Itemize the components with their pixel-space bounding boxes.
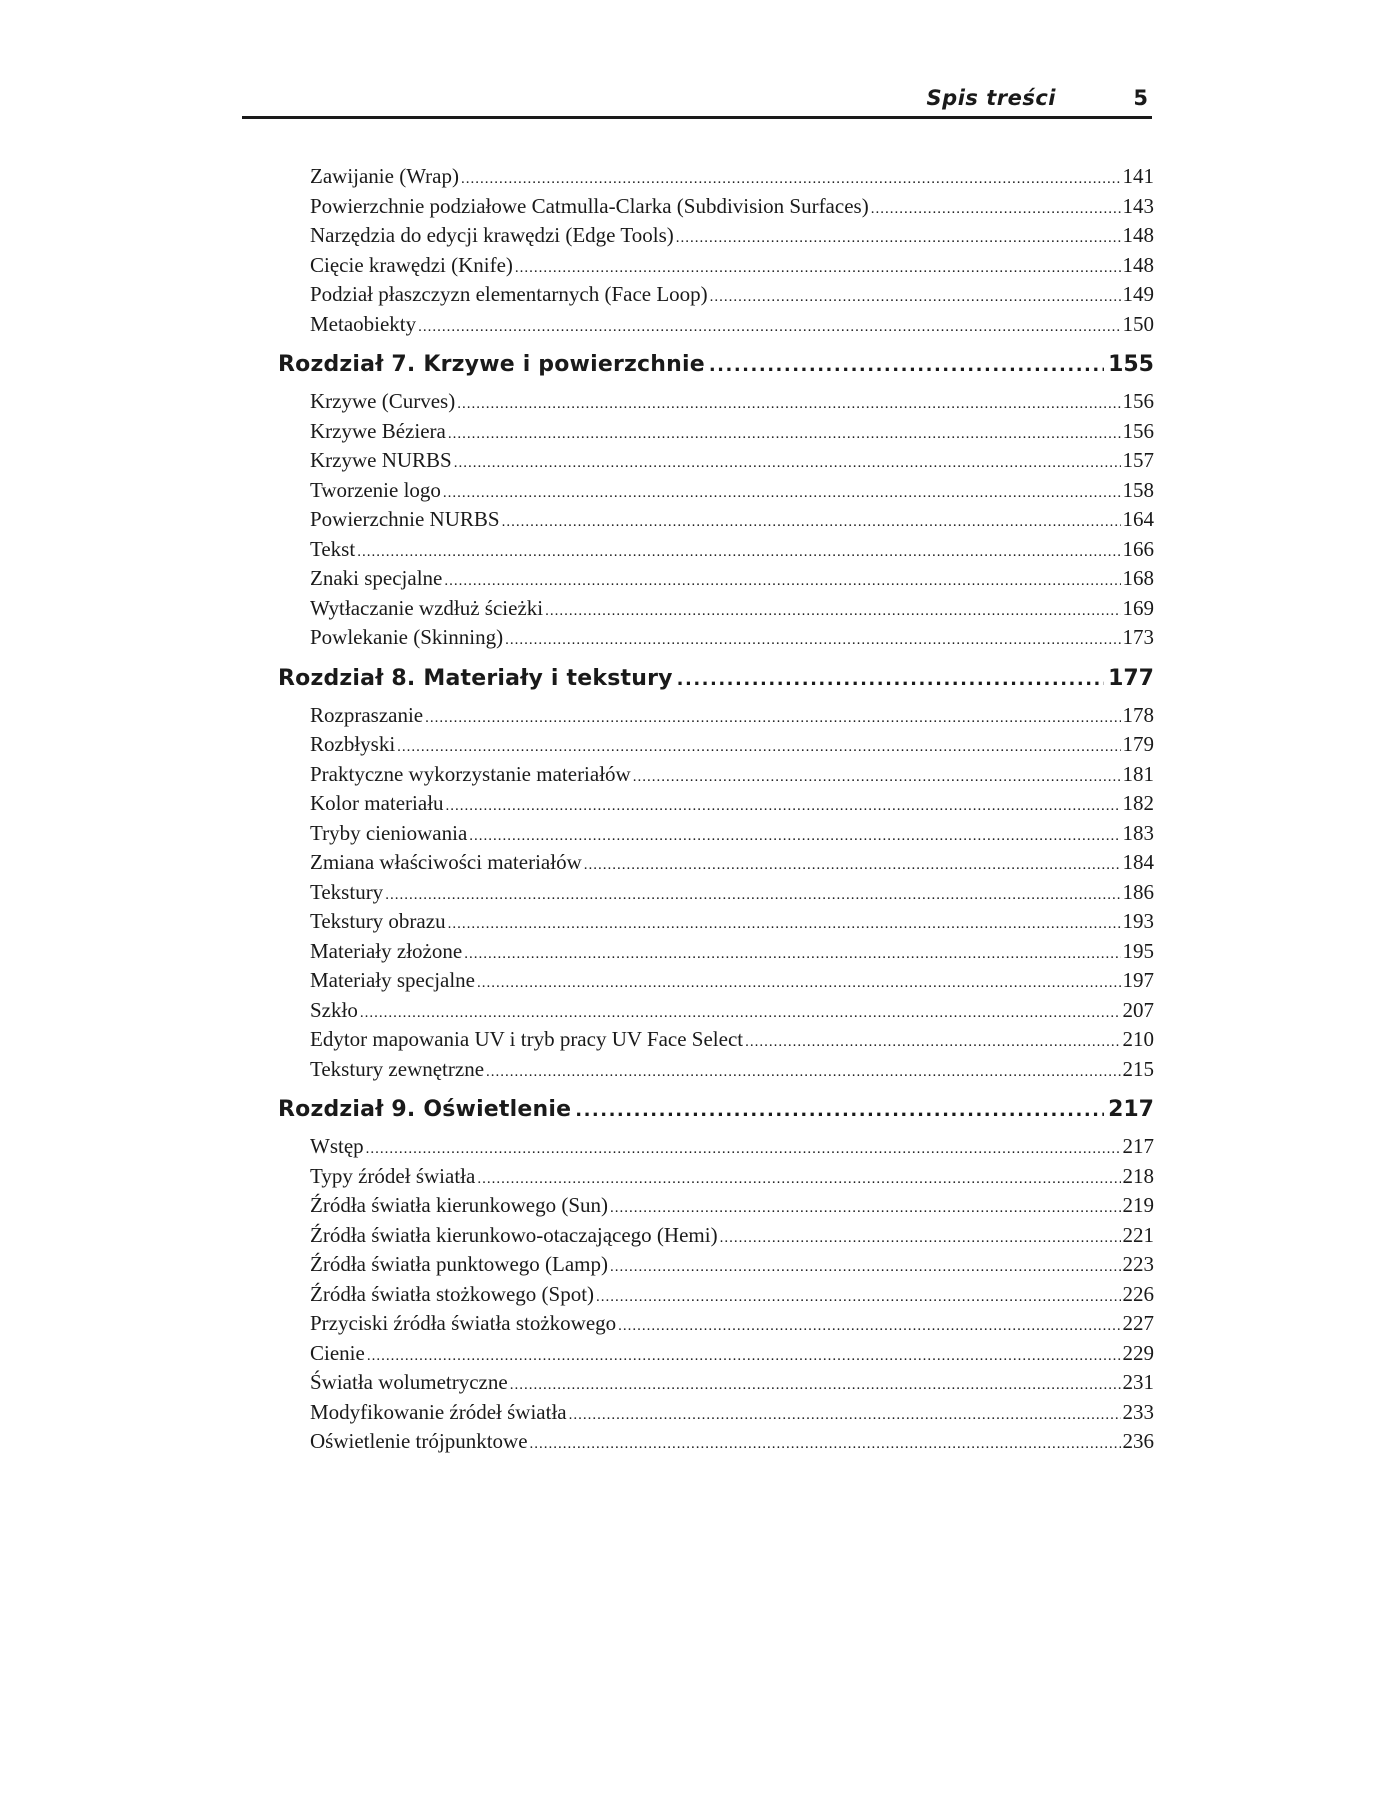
dot-leader: [871, 195, 1121, 225]
toc-chapter-heading: [278, 657, 1154, 701]
running-header-title: Spis treści: [926, 86, 1056, 110]
entry-page-number: 181: [1122, 761, 1154, 786]
entry-title: Rozpraszanie: [310, 702, 424, 727]
entry-page-number: 156: [1122, 418, 1154, 443]
chapter-page-number: 177: [1108, 665, 1154, 691]
entry-page-number: 141: [1122, 164, 1154, 188]
entry-page-number: 173: [1122, 625, 1154, 649]
dot-leader: [510, 1371, 1121, 1401]
entry-page-number: 226: [1122, 1281, 1154, 1306]
dot-leader: [366, 1135, 1121, 1165]
toc-entry: [280, 623, 1154, 653]
toc-entry: [280, 1309, 1154, 1339]
entry-page-number: 233: [1122, 1399, 1154, 1424]
toc-entry: [280, 1162, 1154, 1192]
entry-page-number: 183: [1122, 820, 1154, 845]
entry-title: Materiały specjalne: [310, 968, 476, 992]
dot-leader: [446, 792, 1121, 822]
dot-leader: [596, 1283, 1120, 1313]
dot-leader: [461, 165, 1121, 195]
toc-entry: [280, 760, 1154, 790]
entry-page-number: 215: [1122, 1056, 1154, 1081]
entry-title: Znaki specjalne: [310, 566, 443, 590]
dot-leader: [477, 1165, 1120, 1195]
entry-page-number: 195: [1122, 938, 1154, 963]
entry-page-number: 169: [1122, 595, 1154, 620]
dot-leader: [745, 1028, 1120, 1058]
entry-title: Tworzenie logo: [310, 477, 441, 502]
entry-title: Krzywe (Curves): [310, 389, 456, 413]
dot-leader: [486, 1058, 1120, 1088]
entry-page-number: 236: [1122, 1429, 1154, 1453]
entry-page-number: 227: [1122, 1311, 1154, 1335]
chapter-title: Rozdział 8. Materiały i tekstury: [278, 665, 673, 691]
entry-page-number: 229: [1122, 1340, 1154, 1365]
entry-title: Źródła światła kierunkowo-otaczającego (Hemi): [310, 1222, 718, 1247]
toc-entry: [280, 446, 1154, 476]
entry-title: Źródła światła kierunkowego (Sun): [310, 1193, 609, 1217]
toc-entry: [280, 1132, 1154, 1162]
toc-entry: [280, 1025, 1154, 1055]
dot-leader: [454, 449, 1121, 479]
entry-page-number: 231: [1122, 1370, 1154, 1394]
entry-page-number: 223: [1122, 1252, 1154, 1276]
entry-title: Cienie: [310, 1340, 365, 1365]
dot-leader: [515, 254, 1121, 284]
running-header: [242, 82, 1152, 119]
entry-page-number: 157: [1122, 448, 1154, 472]
entry-title: Wytłaczanie wzdłuż ścieżki: [310, 595, 544, 620]
entry-title: Powierzchnie NURBS: [310, 507, 500, 531]
dot-leader: [610, 1194, 1120, 1224]
entry-page-number: 193: [1122, 909, 1154, 933]
entry-title: Typy źródeł światła: [310, 1163, 476, 1188]
entry-title: Tekst: [310, 536, 356, 561]
toc-entry: [280, 310, 1154, 340]
entry-title: Edytor mapowania UV i tryb pracy UV Face Select: [310, 1027, 744, 1051]
dot-leader: [633, 763, 1121, 793]
dot-leader: [545, 597, 1120, 627]
entry-title: Materiały złożone: [310, 938, 463, 963]
entry-page-number: 149: [1122, 282, 1154, 306]
dot-leader: [575, 1089, 1104, 1133]
entry-page-number: 143: [1122, 193, 1154, 218]
toc-entry: [280, 221, 1154, 251]
toc-entry: [280, 1280, 1154, 1310]
entry-title: Przyciski źródła światła stożkowego: [310, 1311, 617, 1335]
dot-leader: [720, 1224, 1121, 1254]
toc-entry: [280, 1427, 1154, 1457]
toc-entry: [280, 564, 1154, 594]
toc-entry: [280, 280, 1154, 310]
entry-page-number: 158: [1122, 477, 1154, 502]
dot-leader: [710, 283, 1121, 313]
toc-entry: [280, 1398, 1154, 1428]
entry-title: Metaobiekty: [310, 311, 417, 336]
entry-page-number: 164: [1122, 507, 1154, 531]
toc-entry: [280, 505, 1154, 535]
dot-leader: [530, 1430, 1121, 1460]
dot-leader: [569, 1401, 1121, 1431]
dot-leader: [385, 881, 1120, 911]
toc-entry: [280, 789, 1154, 819]
toc-entry: [280, 1221, 1154, 1251]
dot-leader: [502, 508, 1121, 538]
entry-title: Krzywe NURBS: [310, 448, 452, 472]
dot-leader: [397, 733, 1120, 763]
entry-page-number: 182: [1122, 791, 1154, 815]
entry-title: Tekstury: [310, 879, 384, 904]
toc-entry: [280, 1339, 1154, 1369]
toc-entry: [280, 1368, 1154, 1398]
entry-title: Szkło: [310, 997, 358, 1022]
toc-entry: [280, 701, 1154, 731]
entry-page-number: 179: [1122, 732, 1154, 756]
dot-leader: [469, 822, 1120, 852]
entry-title: Podział płaszczyzn elementarnych (Face Loop): [310, 282, 708, 306]
entry-title: Powlekanie (Skinning): [310, 625, 504, 649]
entry-title: Praktyczne wykorzystanie materiałów: [310, 761, 631, 786]
page-number: 5: [1133, 86, 1148, 110]
entry-title: Zmiana właściwości materiałów: [310, 850, 582, 874]
toc-entry: [280, 251, 1154, 281]
toc-entry: [280, 1055, 1154, 1085]
dot-leader: [709, 344, 1104, 388]
entry-title: Rozbłyski: [310, 732, 396, 756]
toc-entry: [280, 730, 1154, 760]
entry-page-number: 197: [1122, 968, 1154, 992]
toc-entry: [280, 848, 1154, 878]
toc-entry: [280, 535, 1154, 565]
entry-title: Wstęp: [310, 1134, 364, 1158]
entry-page-number: 184: [1122, 850, 1154, 874]
toc-entry: [280, 594, 1154, 624]
dot-leader: [505, 626, 1120, 656]
toc-entry: [280, 937, 1154, 967]
entry-title: Źródła światła punktowego (Lamp): [310, 1252, 608, 1276]
dot-leader: [448, 910, 1121, 940]
entry-title: Źródła światła stożkowego (Spot): [310, 1281, 595, 1306]
dot-leader: [425, 704, 1120, 734]
toc-entry: [280, 417, 1154, 447]
dot-leader: [367, 1342, 1121, 1372]
dot-leader: [444, 567, 1120, 597]
chapter-page-number: 155: [1108, 352, 1154, 377]
dot-leader: [464, 940, 1120, 970]
entry-page-number: 148: [1122, 223, 1154, 247]
entry-page-number: 221: [1122, 1222, 1154, 1247]
entry-page-number: 168: [1122, 566, 1154, 590]
toc-entry: [280, 878, 1154, 908]
toc-entry: [280, 819, 1154, 849]
toc-chapter-heading: [278, 1088, 1154, 1132]
toc-entry: [280, 966, 1154, 996]
entry-title: Narzędzia do edycji krawędzi (Edge Tools): [310, 223, 674, 247]
entry-page-number: 217: [1122, 1134, 1154, 1158]
dot-leader: [443, 479, 1121, 509]
toc-entry: [280, 476, 1154, 506]
entry-page-number: 150: [1122, 311, 1154, 336]
entry-page-number: 186: [1122, 879, 1154, 904]
entry-title: Modyfikowanie źródeł światła: [310, 1399, 567, 1424]
entry-title: Kolor materiału: [310, 791, 444, 815]
toc-entry: [280, 1250, 1154, 1280]
dot-leader: [457, 390, 1120, 420]
toc-entry: [280, 907, 1154, 937]
dot-leader: [676, 224, 1121, 254]
dot-leader: [677, 658, 1104, 702]
entry-page-number: 210: [1122, 1027, 1154, 1051]
table-of-contents: [280, 162, 1154, 1457]
toc-entry: [280, 1191, 1154, 1221]
entry-page-number: 148: [1122, 252, 1154, 277]
entry-page-number: 207: [1122, 997, 1154, 1022]
entry-title: Tekstury zewnętrzne: [310, 1056, 485, 1081]
entry-title: Krzywe Béziera: [310, 418, 446, 443]
toc-entry: [280, 387, 1154, 417]
entry-title: Oświetlenie trójpunktowe: [310, 1429, 528, 1453]
dot-leader: [477, 969, 1120, 999]
toc-entry: [280, 996, 1154, 1026]
dot-leader: [610, 1253, 1121, 1283]
dot-leader: [618, 1312, 1120, 1342]
dot-leader: [448, 420, 1121, 450]
chapter-page-number: 217: [1108, 1097, 1154, 1122]
entry-page-number: 219: [1122, 1193, 1154, 1217]
toc-entry: [280, 162, 1154, 192]
entry-title: Tekstury obrazu: [310, 909, 446, 933]
dot-leader: [360, 999, 1121, 1029]
toc-entry: [280, 192, 1154, 222]
entry-title: Tryby cieniowania: [310, 820, 468, 845]
entry-page-number: 166: [1122, 536, 1154, 561]
entry-title: Zawijanie (Wrap): [310, 164, 459, 188]
toc-chapter-heading: [278, 343, 1154, 387]
entry-page-number: 178: [1122, 702, 1154, 727]
dot-leader: [584, 851, 1121, 881]
dot-leader: [357, 538, 1120, 568]
dot-leader: [418, 313, 1120, 343]
entry-title: Powierzchnie podziałowe Catmulla-Clarka (Subdivision Surfaces): [310, 193, 869, 218]
entry-title: Światła wolumetryczne: [310, 1370, 508, 1394]
entry-page-number: 218: [1122, 1163, 1154, 1188]
entry-page-number: 156: [1122, 389, 1154, 413]
chapter-title: Rozdział 7. Krzywe i powierzchnie: [278, 352, 705, 377]
entry-title: Cięcie krawędzi (Knife): [310, 252, 513, 277]
chapter-title: Rozdział 9. Oświetlenie: [278, 1097, 572, 1122]
